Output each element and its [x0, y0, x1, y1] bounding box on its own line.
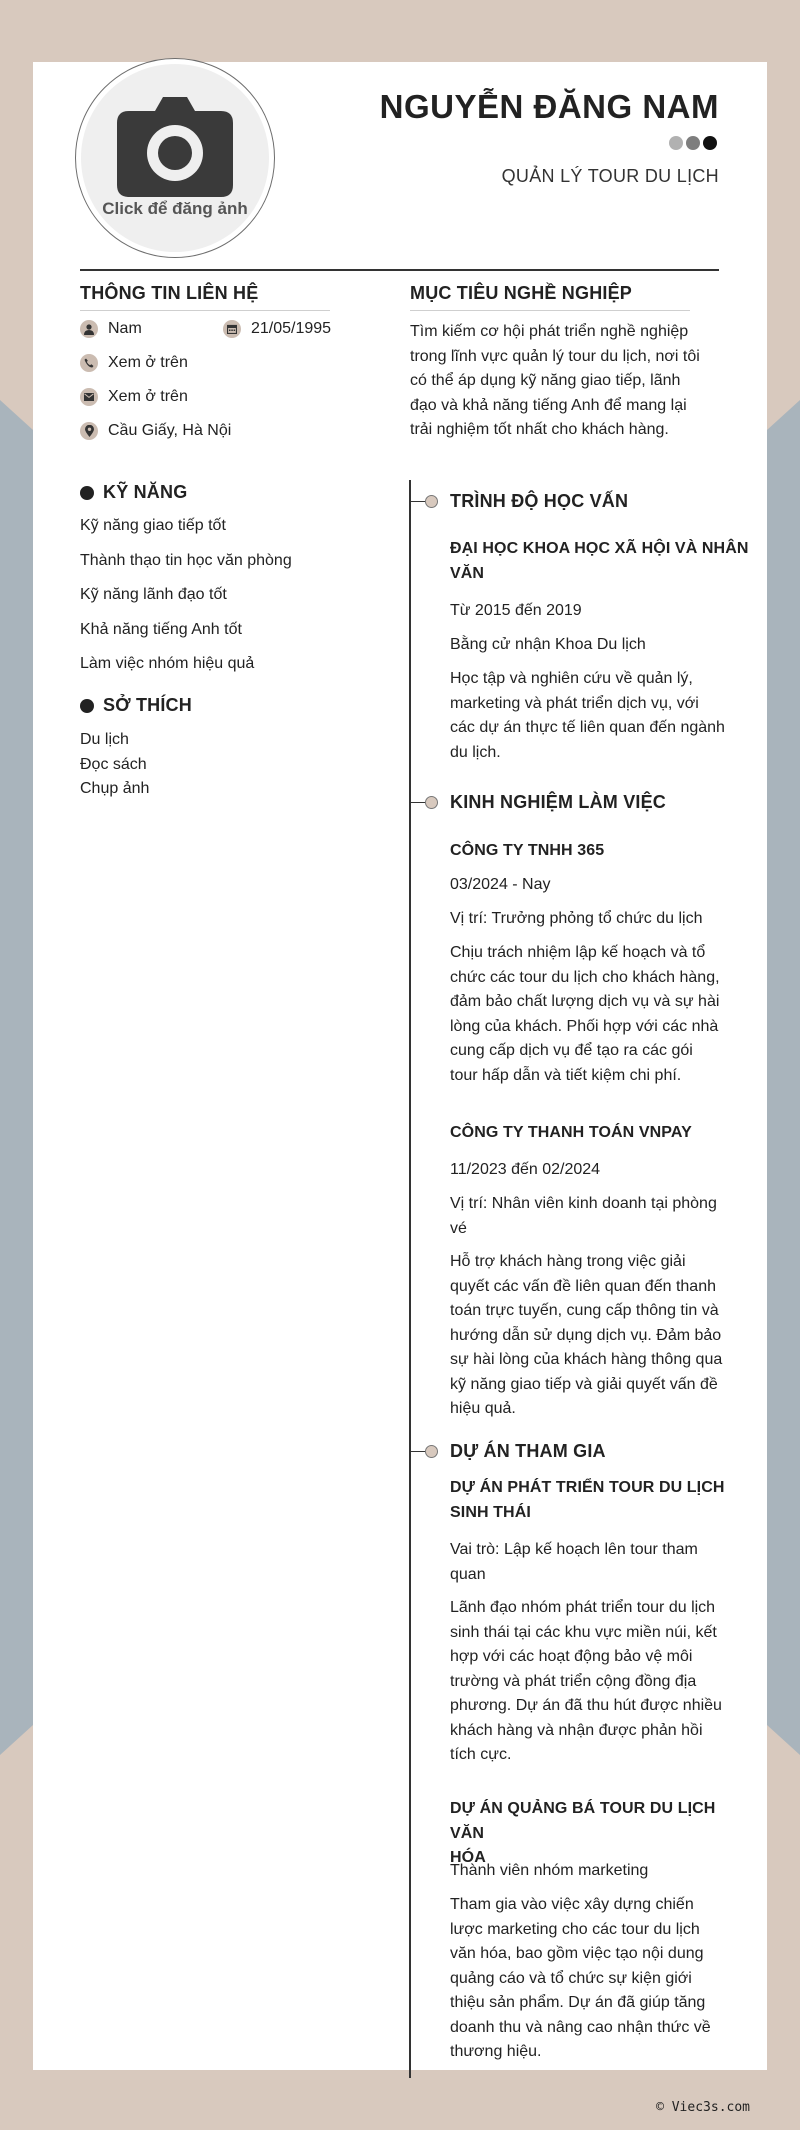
education-school [450, 537, 750, 586]
desc-line: du lịch. [450, 743, 501, 761]
project-title [450, 1476, 750, 1525]
desc-line: hiệu quả. [450, 1400, 516, 1417]
desc-line: phương. Dự án đã thu hút được nhiều [450, 1697, 722, 1714]
desc-line: sự hài lòng của khách hàng thông qua [450, 1351, 723, 1368]
photo-placeholder [81, 64, 269, 252]
role-line: Thành viên nhóm marketing [450, 1862, 649, 1879]
objective-line: Tìm kiếm cơ hội phát triển nghề nghiệp [410, 323, 689, 340]
contact-birthday [223, 320, 331, 338]
skill-item: Kỹ năng lãnh đạo tốt [80, 586, 227, 603]
gender-value: Nam [108, 320, 142, 337]
skill-item: Khả năng tiếng Anh tốt [80, 620, 242, 638]
hobbies-list [80, 730, 149, 804]
theme-dot-light[interactable] [669, 136, 683, 150]
footer-copyright: © Viec3s.com [656, 2100, 750, 2115]
desc-line: tích cực. [450, 1746, 512, 1763]
role-line: Vai trò: Lập kế hoạch lên tour tham [450, 1541, 698, 1558]
timeline-node-projects [409, 1445, 438, 1458]
desc-line: văn hóa, bao gồm việc tạo nội dung [450, 1945, 704, 1962]
education-period: Từ 2015 đến 2019 [450, 602, 582, 619]
desc-line: khách hàng và nhận được phản hồi [450, 1721, 703, 1739]
desc-line: Chịu trách nhiệm lập kế hoạch và tổ [450, 944, 706, 961]
hobbies-heading-text: SỞ THÍCH [103, 695, 192, 715]
resume-sheet [33, 62, 767, 2070]
theme-dot-medium[interactable] [686, 136, 700, 150]
phone-icon [80, 354, 98, 372]
experience-heading: KINH NGHIỆM LÀM VIỆC [450, 792, 667, 812]
theme-dot-dark[interactable] [703, 136, 717, 150]
desc-line: hợp với các hoạt động bảo vệ môi [450, 1648, 693, 1665]
skills-heading-text: KỸ NĂNG [103, 482, 188, 502]
position-line: Vị trí: Nhân viên kinh doanh tại phòng [450, 1195, 717, 1212]
desc-line: tour hấp dẫn và tiết kiệm chi phí. [450, 1066, 682, 1084]
color-theme-dots [669, 136, 717, 150]
job-period: 11/2023 đến 02/2024 [450, 1161, 601, 1178]
desc-line: Hỗ trợ khách hàng trong việc giải [450, 1253, 686, 1270]
timeline-line [409, 480, 411, 2078]
skills-list [80, 516, 292, 689]
desc-line: sinh thái tại các khu vực miền núi, kết [450, 1623, 717, 1641]
job-company: CÔNG TY TNHH 365 [450, 842, 605, 859]
job-position [450, 1192, 750, 1241]
objective-text [410, 320, 720, 443]
job-position [450, 907, 750, 932]
photo-upload[interactable] [75, 58, 275, 258]
desc-line: marketing và phát triển dịch vụ, với [450, 694, 699, 712]
project-role [450, 1859, 750, 1884]
role-line: quan [450, 1565, 486, 1583]
contact-gender [80, 320, 142, 338]
hobbies-heading [80, 695, 192, 716]
mail-icon [80, 388, 98, 406]
school-line: ĐẠI HỌC KHOA HỌC XÃ HỘI VÀ NHÂN [450, 540, 749, 557]
job-company: CÔNG TY THANH TOÁN VNPAY [450, 1124, 692, 1141]
project-title-line: DỰ ÁN PHÁT TRIỂN TOUR DU LỊCH [450, 1479, 725, 1496]
desc-line: toán trực tuyến, cung cấp thông tin và [450, 1302, 719, 1319]
photo-caption: Click để đăng ảnh [102, 199, 248, 218]
objective-line: đạo và khả năng tiếng Anh để mang lại [410, 396, 687, 414]
header-divider [80, 269, 719, 271]
contact-email [80, 388, 188, 406]
skills-heading [80, 482, 187, 503]
desc-line: cung cấp dịch vụ để tạo ra các gói [450, 1042, 693, 1059]
desc-line: trường và phát triển cộng đồng địa [450, 1672, 697, 1690]
desc-line: thương hiệu. [450, 2043, 542, 2060]
job-period: 03/2024 - Nay [450, 876, 551, 893]
candidate-name: NGUYỄN ĐĂNG NAM [379, 88, 719, 125]
desc-line: quyết các vấn đề liên quan đến thanh [450, 1277, 716, 1295]
person-icon [80, 320, 98, 338]
skill-item: Kỹ năng giao tiếp tốt [80, 517, 226, 534]
project-role [450, 1538, 750, 1587]
email-value: Xem ở trên [108, 388, 188, 405]
desc-line: doanh thu và nâng cao nhận thức về [450, 2018, 711, 2036]
project-title-line: SINH THÁI [450, 1503, 531, 1521]
objective-line: trải nghiệm tốt nhất cho khách hàng. [410, 421, 669, 438]
timeline-circle-icon [425, 1445, 438, 1458]
timeline-node-experience [409, 796, 438, 809]
job-title: QUẢN LÝ TOUR DU LỊCH [501, 166, 719, 186]
objective-line: trong lĩnh vực quản lý tour du lịch, nơi tôi [410, 347, 700, 365]
contact-address [80, 422, 231, 440]
project-title-line: DỰ ÁN QUẢNG BÁ TOUR DU LỊCH VĂN [450, 1800, 716, 1842]
skill-item: Thành thạo tin học văn phòng [80, 551, 292, 569]
contact-heading: THÔNG TIN LIÊN HỆ [80, 283, 330, 311]
hobby-item: Du lịch [80, 731, 129, 748]
project-description [450, 1596, 750, 1768]
desc-line: lòng của khách. Phối hợp với các nhà [450, 1017, 719, 1035]
job-description [450, 1250, 750, 1422]
education-degree: Bằng cử nhận Khoa Du lịch [450, 636, 646, 653]
timeline-circle-icon [425, 796, 438, 809]
hobby-item: Đọc sách [80, 755, 147, 773]
bullet-dot-icon [80, 699, 94, 713]
location-icon [80, 422, 98, 440]
school-line: VĂN [450, 564, 485, 582]
address-value: Cầu Giấy, Hà Nội [108, 422, 232, 439]
desc-line: thiệu sản phẩm. Dự án đã giúp tăng [450, 1994, 706, 2011]
hobby-item: Chụp ảnh [80, 780, 150, 797]
objective-heading: MỤC TIÊU NGHỀ NGHIỆP [410, 283, 690, 311]
position-line: Vị trí: Trưởng phỏng tổ chức du lịch [450, 910, 703, 927]
timeline-circle-icon [425, 495, 438, 508]
camera-icon [117, 97, 233, 197]
projects-heading: DỰ ÁN THAM GIA [450, 1441, 606, 1461]
contact-phone [80, 354, 188, 372]
calendar-icon [223, 320, 241, 338]
project-title-line: HÓA [450, 1849, 486, 1866]
desc-line: Tham gia vào việc xây dựng chiến [450, 1896, 694, 1913]
desc-line: lược marketing cho các tour du lịch [450, 1920, 700, 1938]
desc-line: đảm bảo chất lượng dịch vụ và sự hài [450, 993, 720, 1010]
job-description [450, 941, 750, 1088]
desc-line: quảng cáo và tổ chức sự kiện giới [450, 1969, 692, 1987]
skill-item: Làm việc nhóm hiệu quả [80, 655, 255, 672]
phone-value: Xem ở trên [108, 354, 188, 371]
position-line: vé [450, 1219, 467, 1237]
education-description [450, 667, 750, 765]
desc-line: hướng dẫn sử dụng dịch vụ. Đảm bảo [450, 1326, 722, 1344]
desc-line: các dự án thực tế liên quan đến ngành [450, 719, 725, 736]
birthday-value: 21/05/1995 [251, 320, 332, 337]
timeline-node-education [409, 495, 438, 508]
desc-line: chức các tour du lịch cho khách hàng, [450, 968, 720, 986]
bullet-dot-icon [80, 486, 94, 500]
desc-line: Học tập và nghiên cứu về quản lý, [450, 670, 693, 687]
objective-line: có thể áp dụng kỹ năng giao tiếp, lãnh [410, 372, 681, 389]
desc-line: kỹ năng giao tiếp và giải quyết vấn đề [450, 1375, 718, 1393]
education-heading: TRÌNH ĐỘ HỌC VẤN [450, 491, 629, 511]
desc-line: Lãnh đạo nhóm phát triển tour du lịch [450, 1599, 716, 1616]
project-description [450, 1893, 750, 2065]
